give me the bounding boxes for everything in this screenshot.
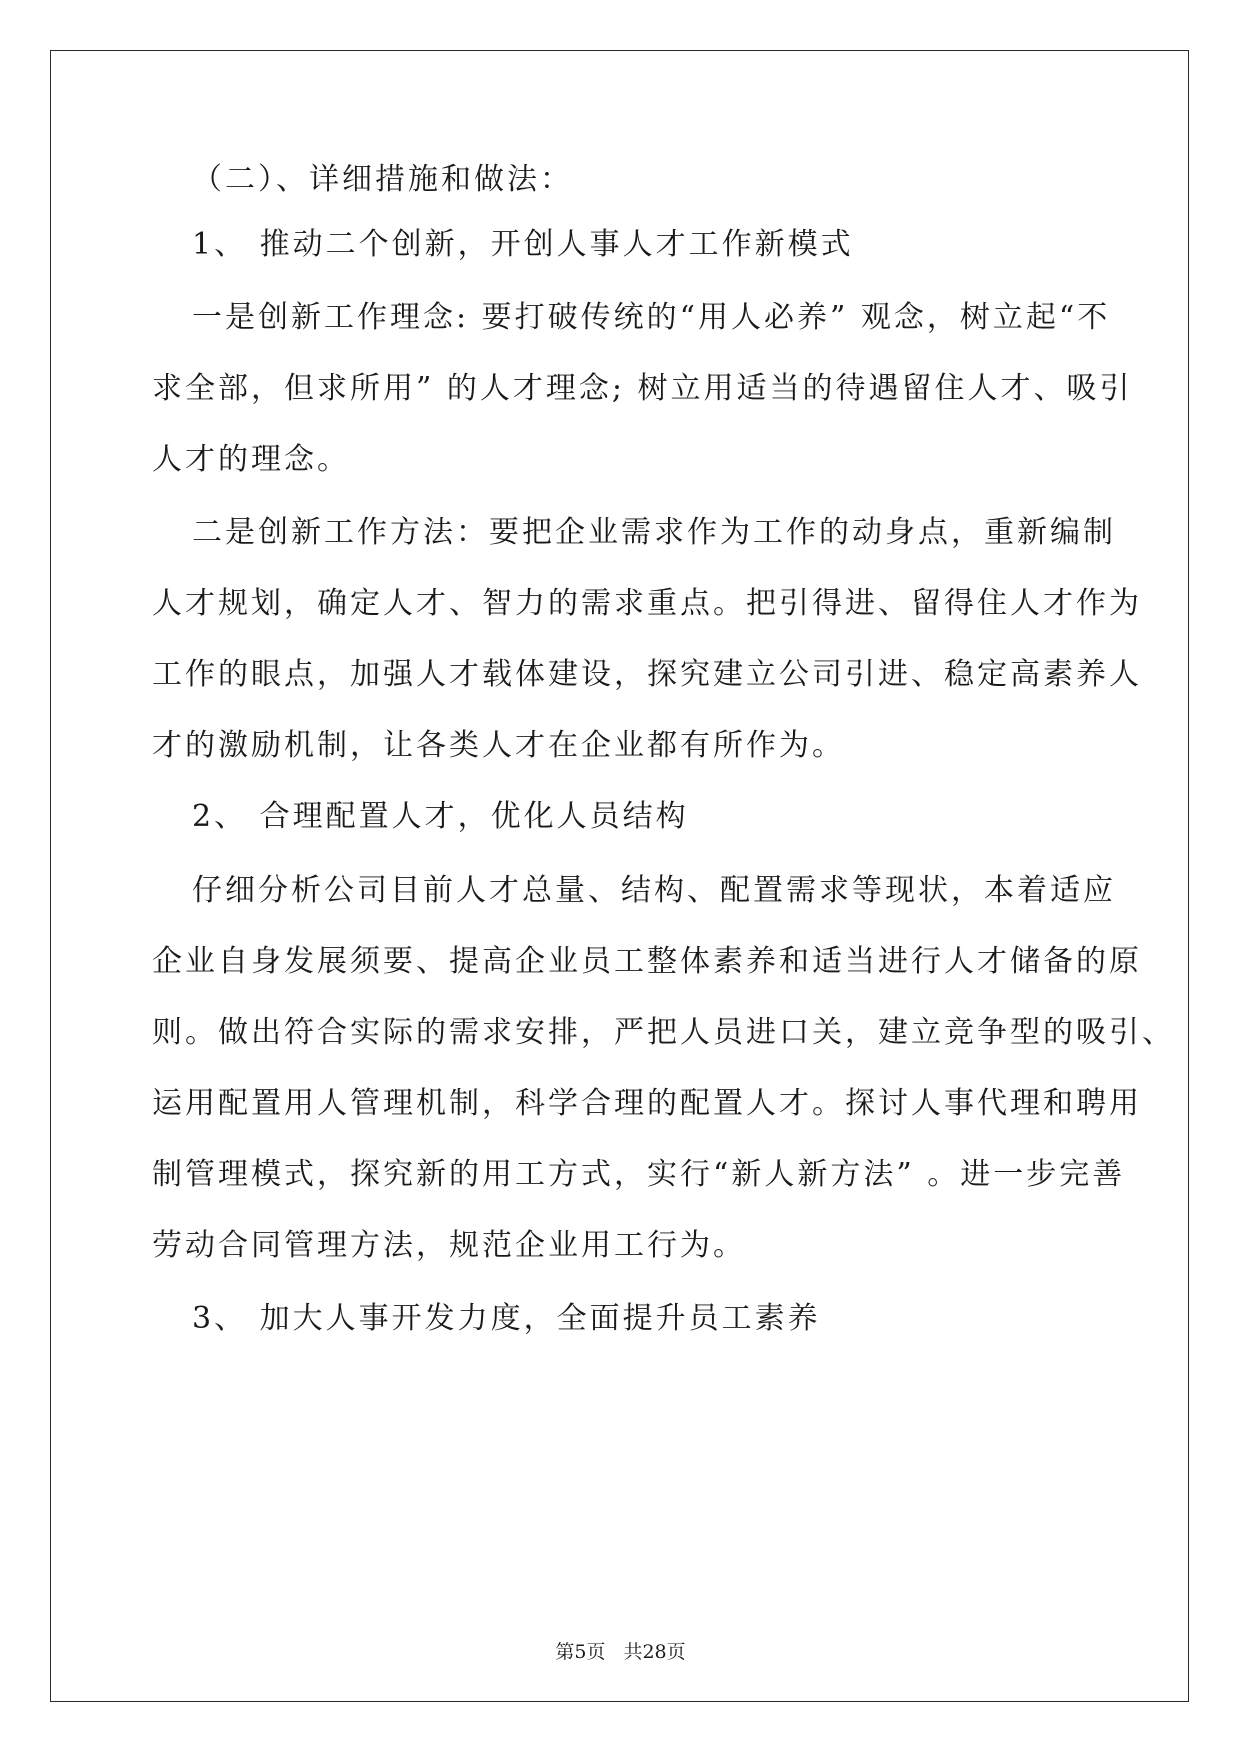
subheading-3: 3、 加大人事开发力度，全面提升员工素养 [192, 1301, 821, 1336]
section-heading: （二）、详细措施和做法： [192, 162, 573, 197]
page-total: 共28页 [623, 1641, 686, 1663]
paragraph-line: 劳动合同管理方法，规范企业用工行为。 [152, 1228, 746, 1263]
paragraph-line: 二是创新工作方法：要把企业需求作为工作的动身点，重新编制 [192, 515, 1116, 550]
paragraph-line: 企业自身发展须要、提高企业员工整体素养和适当进行人才储备的原 [152, 944, 1142, 979]
subheading-1: 1、 推动二个创新，开创人事人才工作新模式 [192, 227, 854, 262]
page-number: 第5页 [555, 1641, 606, 1663]
paragraph-line: 才的激励机制，让各类人才在企业都有所作为。 [152, 728, 845, 763]
paragraph-line: 运用配置用人管理机制，科学合理的配置人才。探讨人事代理和聘用 [152, 1086, 1142, 1121]
paragraph-line: 求全部，但求所用” 的人才理念; 树立用适当的待遇留住人才、吸引 [152, 371, 1133, 406]
paragraph-line: 仔细分析公司目前人才总量、结构、配置需求等现状，本着适应 [192, 873, 1116, 908]
page-footer [0, 1640, 1241, 1664]
subheading-2: 2、 合理配置人才，优化人员结构 [192, 799, 689, 834]
paragraph-line: 工作的眼点，加强人才载体建设，探究建立公司引进、稳定高素养人 [152, 657, 1142, 692]
paragraph-line: 人才规划，确定人才、智力的需求重点。把引得进、留得住人才作为 [152, 586, 1142, 621]
paragraph-line: 人才的理念。 [152, 442, 350, 477]
paragraph-line: 则。做出符合实际的需求安排，严把人员进口关，建立竞争型的吸引、 [152, 1015, 1175, 1050]
paragraph-line: 制管理模式，探究新的用工方式，实行“新人新方法” 。进一步完善 [152, 1157, 1126, 1192]
paragraph-line: 一是创新工作理念: 要打破传统的“用人必养” 观念，树立起“不 [192, 300, 1111, 335]
